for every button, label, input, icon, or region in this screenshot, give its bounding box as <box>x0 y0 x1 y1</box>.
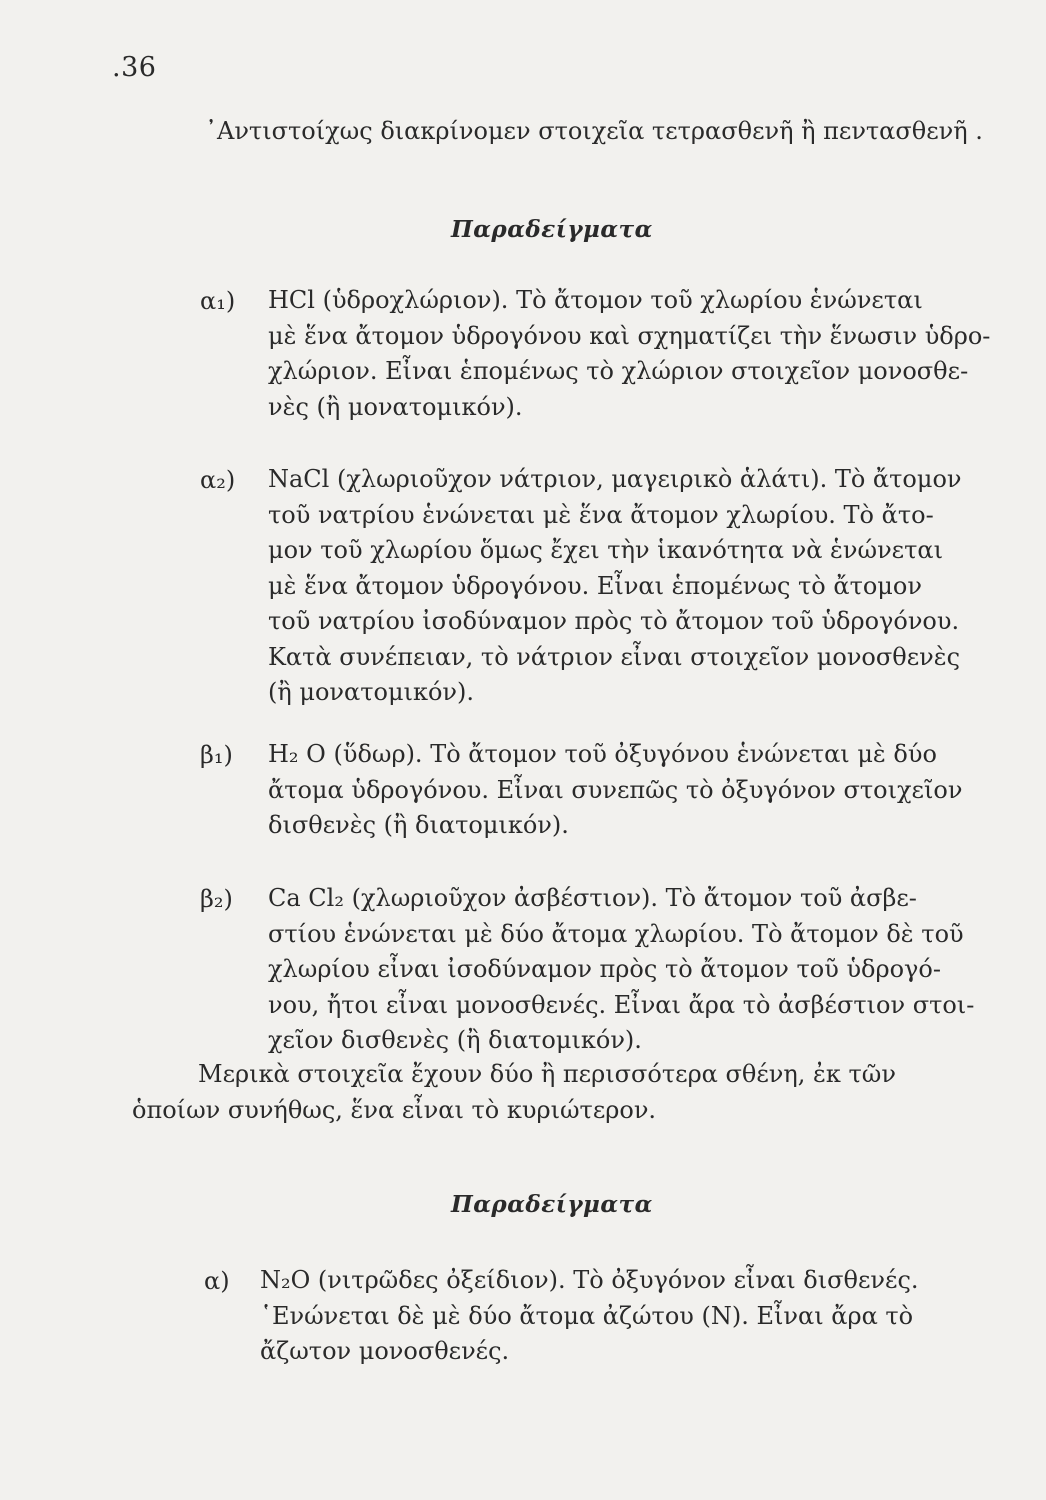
example-a2-line: Κατὰ συνέπειαν, τὸ νάτριον εἶναι στοιχεῖον μονοσθενὲς <box>268 642 961 671</box>
example-a1-line: HCl (ὑδροχλώριον). Τὸ ἄτομον τοῦ χλωρίου ἑνώνεται <box>268 286 923 314</box>
example-b2-line: χλωρίου εἶναι ἰσοδύναμον πρὸς τὸ ἄτομον τοῦ ὑδρογό- <box>268 955 941 983</box>
example-label-b1: β₁) <box>200 741 233 769</box>
example-b2-line: νου, ἤτοι εἶναι μονοσθενές. Εἶναι ἄρα τὸ ἀσβέστιον στοι- <box>268 990 975 1019</box>
example-b2-line: στίου ἑνώνεται μὲ δύο ἄτομα χλωρίου. Τὸ ἄτομον δὲ τοῦ <box>268 919 964 948</box>
page-number: .36 <box>112 52 157 83</box>
example-b2-line: Ca Cl₂ (χλωριοῦχον ἀσβέστιον). Τὸ ἄτομον τοῦ ἀσβε- <box>268 884 917 912</box>
example-a1-line: χλώριον. Εἶναι ἑπομένως τὸ χλώριον στοιχεῖον μονοσθε- <box>268 357 969 385</box>
example-label-a2: α₂) <box>200 466 236 494</box>
example-a2-line: μὲ ἕνα ἄτομον ὑδρογόνου. Εἶναι ἑπομένως τὸ ἄτομον <box>268 571 922 600</box>
example-a1-text <box>268 283 991 425</box>
example-b1-text <box>268 737 963 844</box>
paragraph-line-1: Μερικὰ στοιχεῖα ἔχουν δύο ἢ περισσότερα σθένη, ἐκ τῶν <box>198 1060 896 1088</box>
example-a2-line: τοῦ νατρίου ἰσοδύναμον πρὸς τὸ ἄτομον τοῦ ὑδρογόνου. <box>268 607 960 635</box>
example-b1-line: δισθενὲς (ἢ διατομικόν). <box>268 811 569 839</box>
example-a-line: ῾Ενώνεται δὲ μὲ δύο ἄτομα ἀζώτου (N). Εἶναι ἄρα τὸ <box>260 1301 914 1330</box>
heading-examples-1: Παραδείγματα <box>451 216 653 243</box>
example-label-a1: α₁) <box>200 287 236 315</box>
heading-examples-2: Παραδείγματα <box>451 1191 653 1218</box>
example-a2-line: NaCl (χλωριοῦχον νάτριον, μαγειρικὸ ἁλάτι). Τὸ ἄτομον <box>268 465 962 493</box>
example-b1-line: ἄτομα ὑδρογόνου. Εἶναι συνεπῶς τὸ ὀξυγόνον στοιχεῖον <box>268 775 963 804</box>
example-b2-line: χεῖον δισθενὲς (ἢ διατομικόν). <box>268 1026 642 1054</box>
example-b2-text <box>268 881 975 1059</box>
example-a-text <box>260 1263 960 1370</box>
example-a2-line: (ἢ μονατομικόν). <box>268 678 474 706</box>
example-a-line: ἄζωτον μονοσθενές. <box>260 1337 510 1365</box>
example-a2-line: τοῦ νατρίου ἑνώνεται μὲ ἕνα ἄτομον χλωρίου. Τὸ ἄτο- <box>268 500 934 529</box>
example-label-b2: β₂) <box>200 885 233 913</box>
example-a2-text <box>268 462 960 711</box>
example-b1-line: H₂ O (ὕδωρ). Τὸ ἄτομον τοῦ ὀξυγόνου ἑνώνεται μὲ δύο <box>268 740 937 768</box>
example-a1-line: μὲ ἕνα ἄτομον ὑδρογόνου καὶ σχηματίζει τὴν ἕνωσιν ὑδρο- <box>268 321 991 350</box>
example-a2-line: μον τοῦ χλωρίου ὅμως ἔχει τὴν ἱκανότητα νὰ ἑνώνεται <box>268 536 943 564</box>
paragraph-line-2: ὁποίων συνήθως, ἕνα εἶναι τὸ κυριώτερον. <box>132 1096 657 1124</box>
example-a-line: N₂O (νιτρῶδες ὀξείδιον). Τὸ ὀξυγόνον εἶναι δισθενές. <box>260 1266 919 1294</box>
intro-line: ᾿Αντιστοίχως διακρίνομεν στοιχεῖα τετρασθενῆ ἢ πεντασθενῆ . <box>205 117 983 145</box>
example-label-a: α) <box>204 1267 230 1295</box>
example-a1-line: νὲς (ἢ μονατομικόν). <box>268 392 523 421</box>
